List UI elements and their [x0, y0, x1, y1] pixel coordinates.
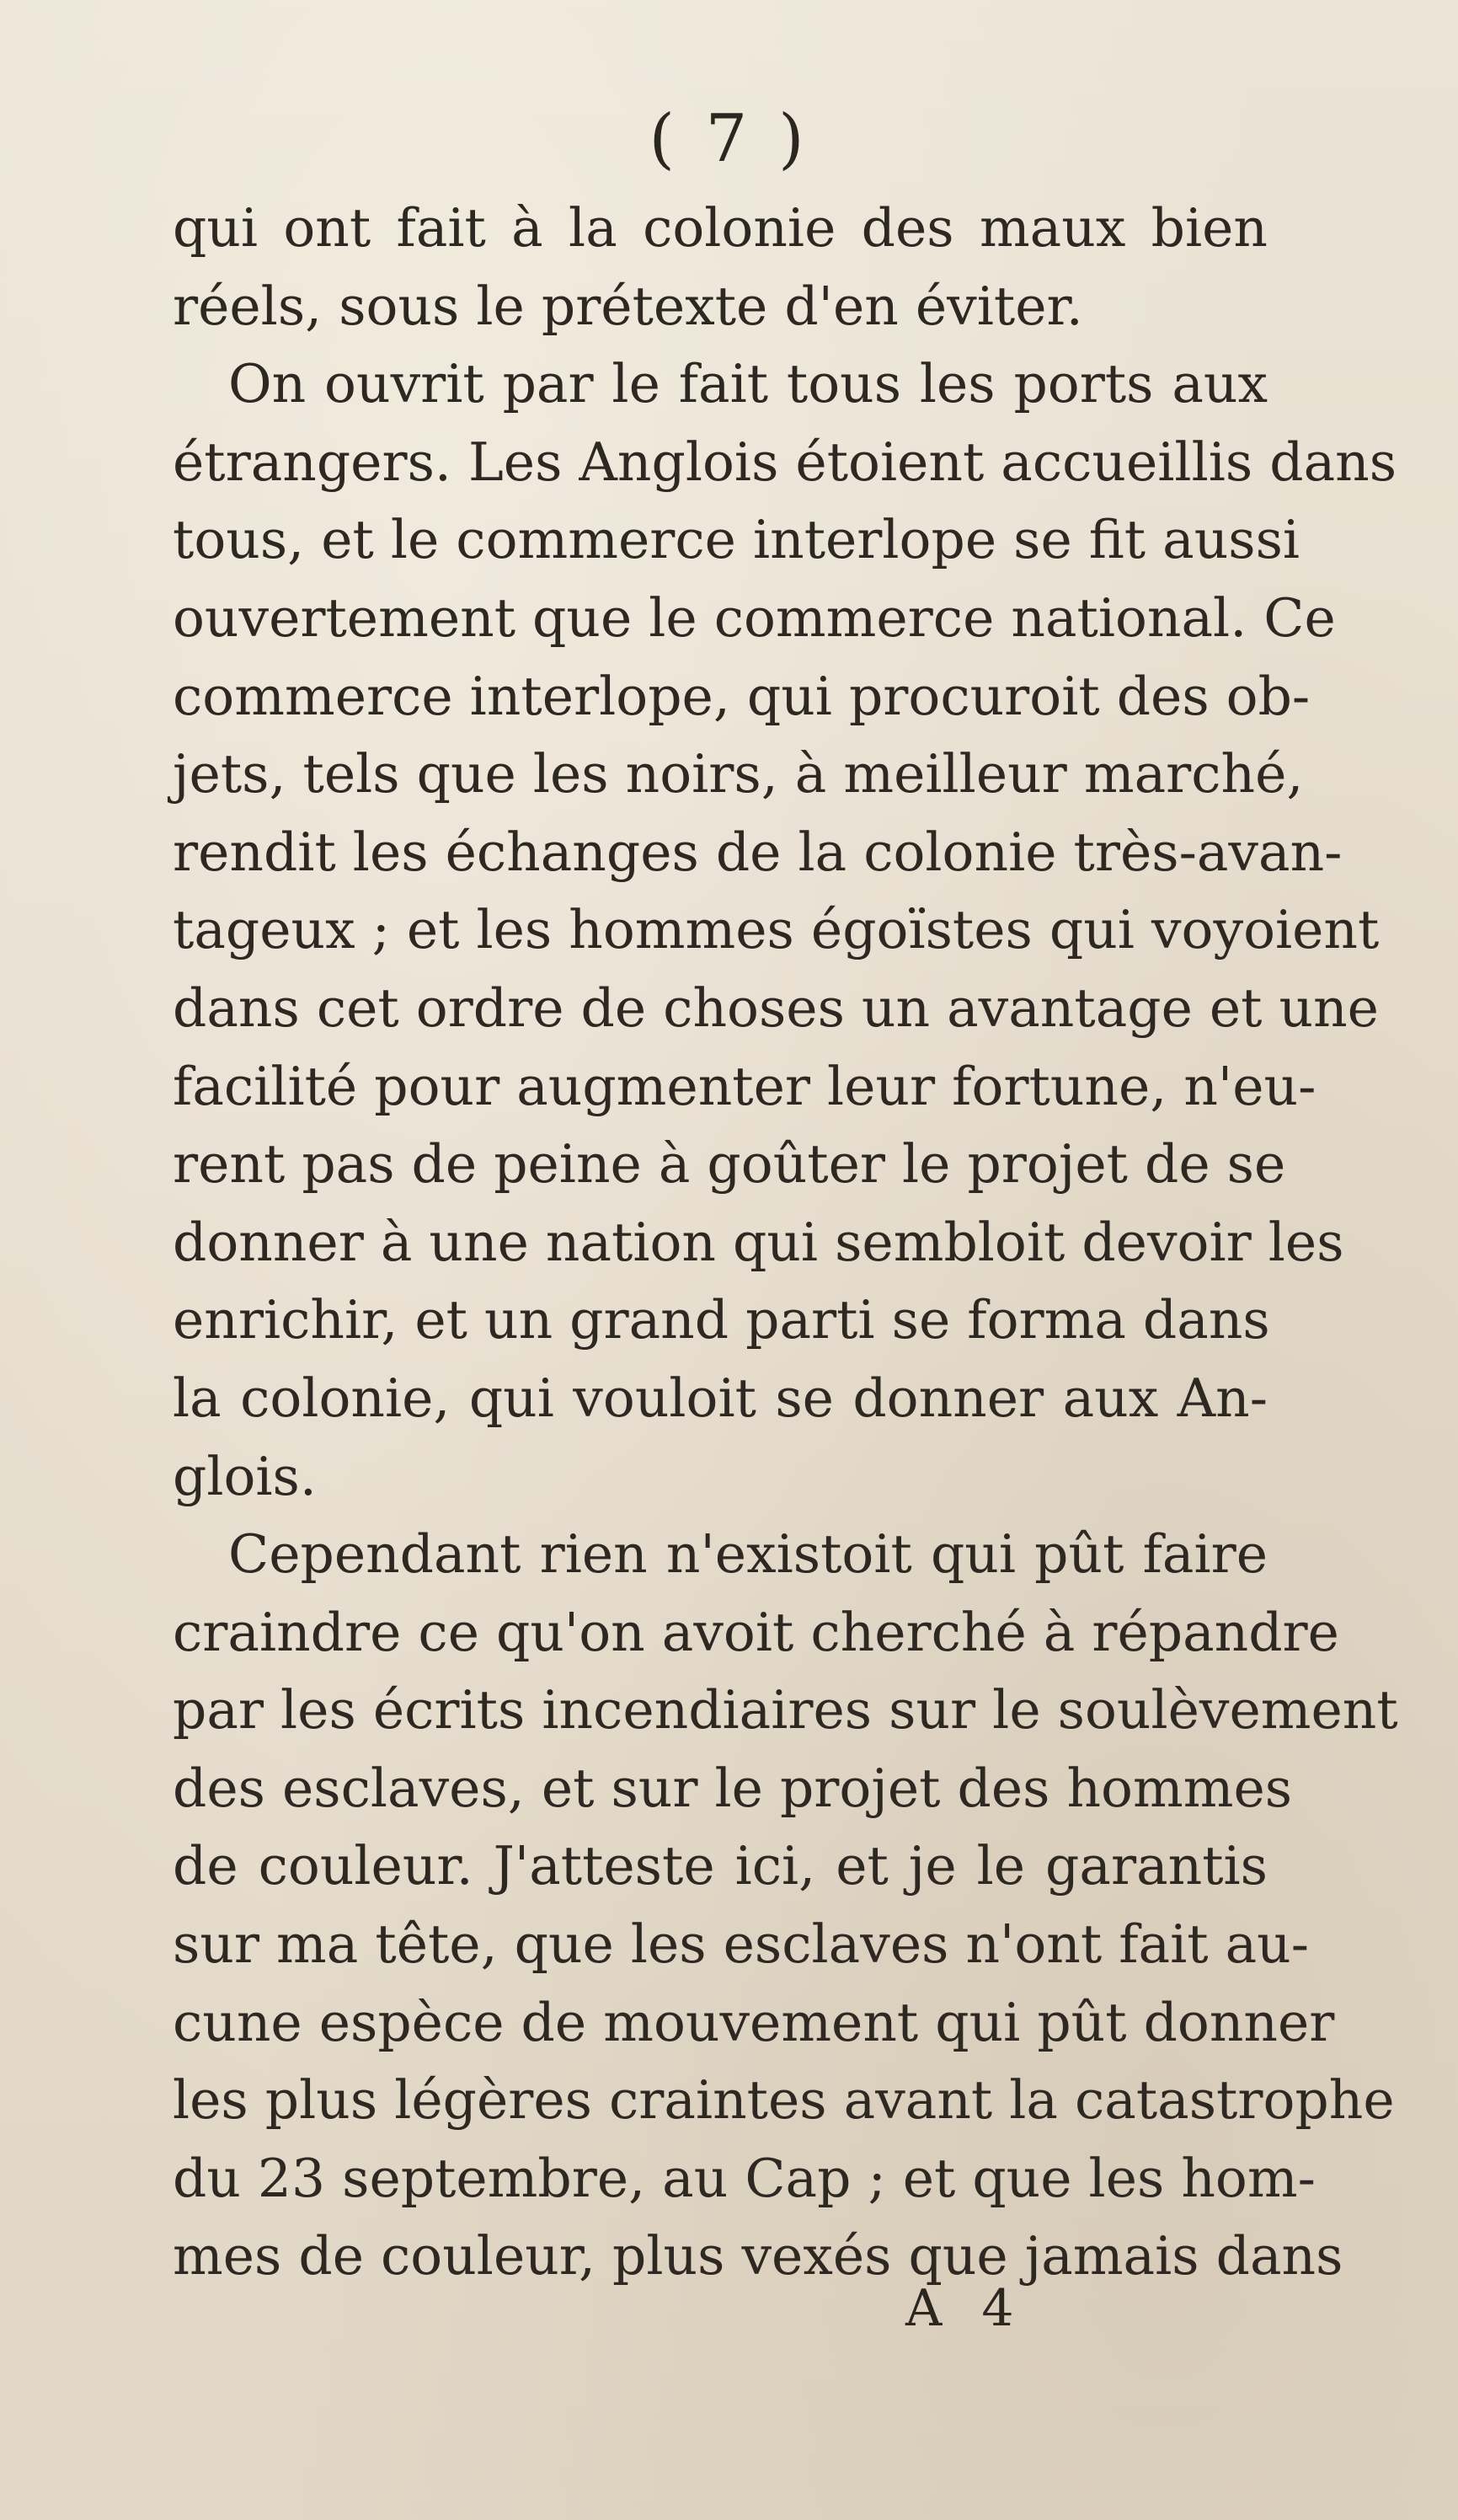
- text-line: les plus légères craintes avant la catastrophe: [173, 2069, 1395, 2132]
- text-line: tageux ; et les hommes égoïstes qui voyoient: [173, 899, 1380, 961]
- text-line: mes de couleur, plus vexés que jamais dans: [173, 2225, 1343, 2287]
- text-line: réels, sous le prétexte d'en éviter.: [173, 275, 1083, 337]
- text-line: rent pas de peine à goûter le projet de se: [173, 1133, 1286, 1196]
- text-line: du 23 septembre, au Cap ; et que les hom-: [173, 2147, 1316, 2209]
- signature-mark: A 4: [905, 2279, 1026, 2338]
- text-line: par les écrits incendiaires sur le soulèvement: [173, 1679, 1398, 1742]
- text-line: dans cet ordre de choses un avantage et une: [173, 976, 1379, 1039]
- text-line: commerce interlope, qui procuroit des ob-: [173, 665, 1311, 727]
- text-line: ouvertement que le commerce national. Ce: [173, 586, 1336, 649]
- text-line: On ouvrit par le fait tous les ports aux: [228, 353, 1268, 415]
- body-text: [173, 190, 1398, 2296]
- page-number: ( 7 ): [649, 101, 809, 177]
- text-line: enrichir, et un grand parti se forma dans: [173, 1289, 1270, 1351]
- text-line: craindre ce qu'on avoit cherché à répandre: [173, 1601, 1339, 1663]
- text-line: glois.: [173, 1445, 317, 1507]
- text-line: facilité pour augmenter leur fortune, n'eu-: [173, 1055, 1316, 1117]
- text-line: qui ont fait à la colonie des maux bien: [173, 197, 1268, 259]
- text-line: sur ma tête, que les esclaves n'ont fait au-: [173, 1913, 1309, 1976]
- text-line: des esclaves, et sur le projet des hommes: [173, 1757, 1293, 1819]
- text-line: tous, et le commerce interlope se fit aussi: [173, 509, 1300, 571]
- text-line: étrangers. Les Anglois étoient accueillis dans: [173, 431, 1397, 493]
- text-line: de couleur. J'atteste ici, et je le garantis: [173, 1835, 1268, 1897]
- text-line: rendit les échanges de la colonie très-avan-: [173, 821, 1343, 883]
- text-line: donner à une nation qui sembloit devoir les: [173, 1211, 1344, 1273]
- text-line: la colonie, qui vouloit se donner aux An-: [173, 1367, 1268, 1429]
- text-line: cune espèce de mouvement qui pût donner: [173, 1991, 1335, 2053]
- text-line: Cependant rien n'existoit qui pût faire: [228, 1523, 1268, 1586]
- text-line: jets, tels que les noirs, à meilleur marché,: [173, 743, 1304, 805]
